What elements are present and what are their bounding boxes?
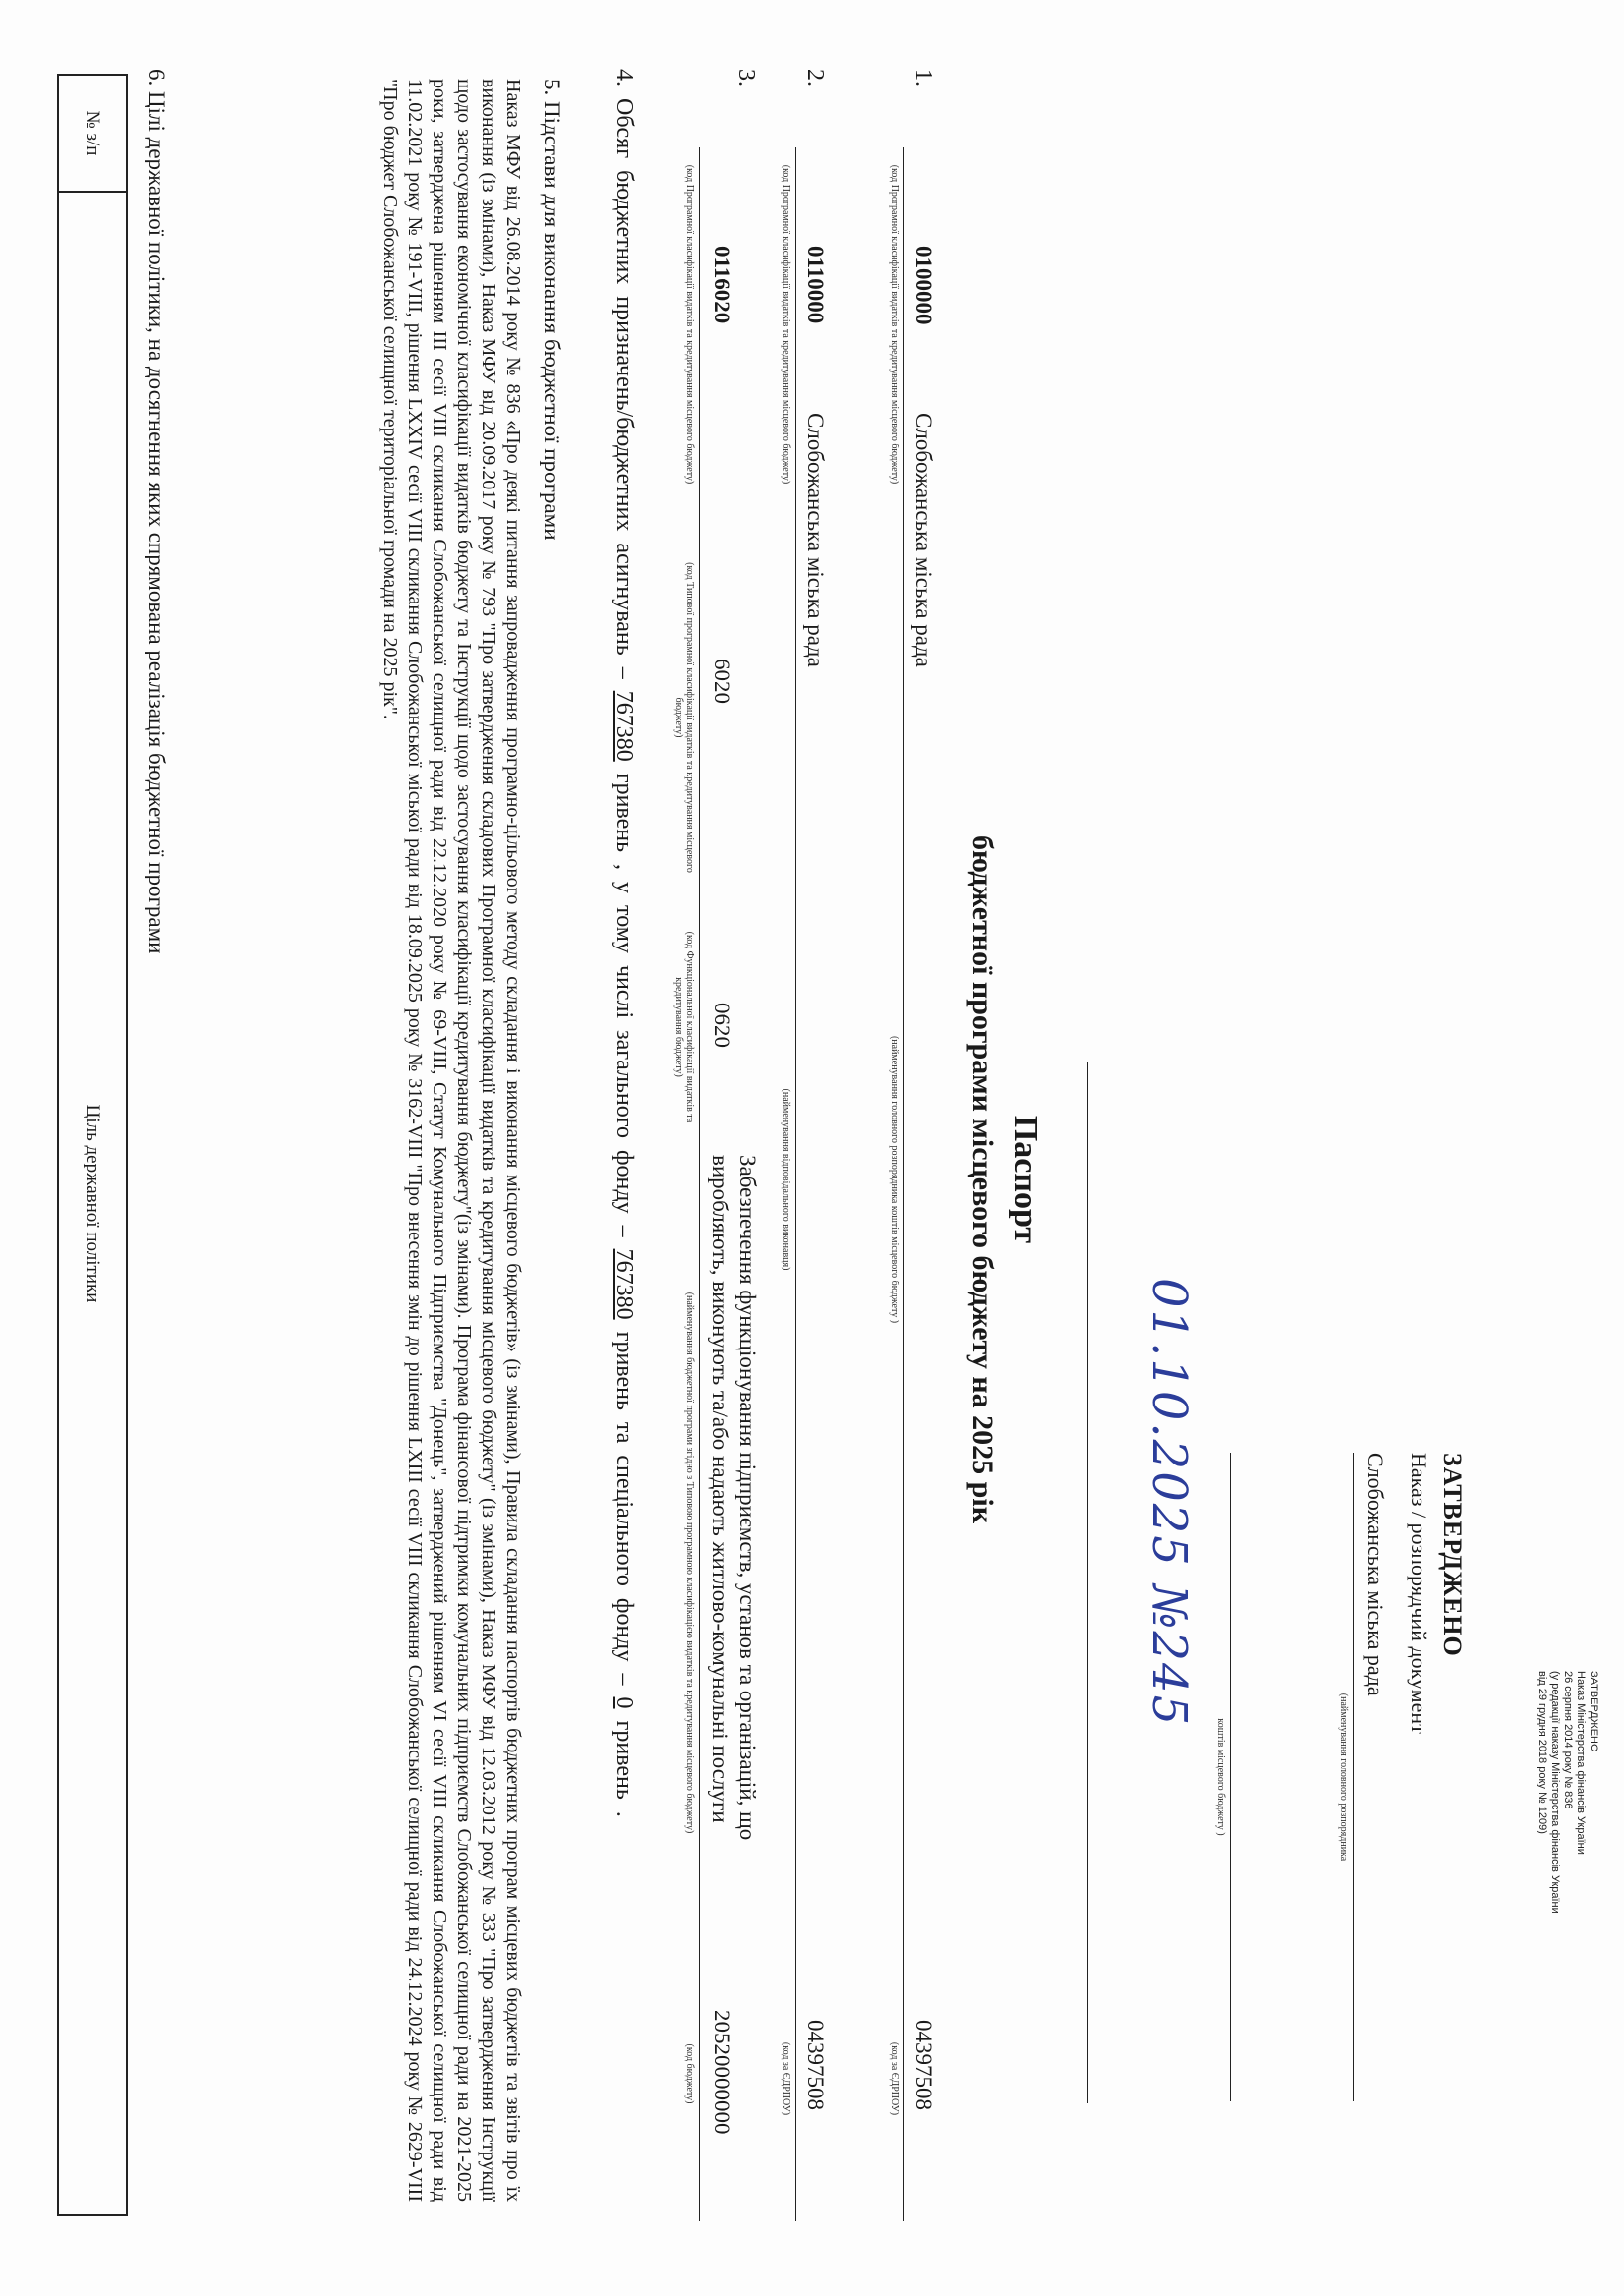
general-fund-amount: 767380	[611, 1248, 637, 1320]
approval-funds-caption: коштів місцевого бюджету )	[1215, 1718, 1226, 1836]
goals-col-number: № з/п	[58, 75, 127, 192]
code-caption: (код Програмної класифікації видатків та кредитування місцевого бюджету)	[781, 164, 791, 485]
program-code: 0100000	[911, 246, 936, 325]
budget-caption: (код бюджету)	[684, 2043, 695, 2104]
handwritten-date-number: 01.10.2025 №245	[1141, 1278, 1196, 1728]
edrpou-code: 04397508	[911, 2020, 936, 2110]
approval-subtitle: Наказ / розпорядчий документ	[1407, 1453, 1431, 1734]
page-subtitle: бюджетної програми місцевого бюджету на 2025 рік	[966, 835, 999, 1523]
section-5-title: 5. Підстави для виконання бюджетної програми	[540, 79, 564, 541]
name-caption: (найменування відповідального виконавця)	[781, 1088, 791, 1271]
approval-funds-underline	[1230, 1453, 1231, 2101]
section-4-budget-volume	[608, 69, 641, 2231]
row-number: 2.	[802, 69, 828, 86]
approval-date-underline	[1087, 1062, 1088, 2103]
row-number: 3.	[733, 69, 759, 86]
budget-code: 20520000000	[710, 2010, 734, 2135]
section-5-text: Наказ МФУ від 26.08.2014 року № 836 «Про деякі питання запровадження програмно-цільового методу складання і виконання місцевого бюджетів» (із змінами), Правила складання паспортів бюджетних програм місцевих бюджетів та звітів про їх виконання (із змінами), Наказ МФУ від 20.09.2017 року № 793 "Про затвердження складових Програмної класифікації видатків та кредитування місцевого бюджету" (із змінами), Наказ МФУ від 12.03.2012 року № 333 "Про затвердження Інструкції щодо застосування економічної класифікації видатків бюджету та Інструкції щодо застосування класифікації кредитування бюджету"(із змінами). Програма фінансової підтримки комунальних підприємств Слобожанської селищної ради на 2021-2025 роки, затверджена рішенням ІІІ сесії VIII скликання Слобожанської селищної ради від 22.12.2020 року № 69-VIII, Статут Комунального Підприємства "Донець", затверджений рішенням VI сесії VIII скликання Слобожанської селищної ради від 11.02.2021 року № 191-VIII, рішення LXXIV сесії VIII скликання Слобожанської міської ради від 18.09.2025 року № 3162-VIII "Про внесення змін до рішення LXIII сесії VIII скликання Слобожанської селищної ради від 24.12.2024 року № 2629-VIII "Про бюджет Слобожанської селищної територіальної громади на 2025 рік".	[379, 79, 524, 2202]
edrpou-code: 04397508	[803, 2020, 828, 2110]
section-4-mid2: гривень та спеціального фонду –	[611, 1331, 637, 1686]
typical-caption: (код Типової програмної класифікації видатків та кредитування місцевого бюджету)	[673, 562, 695, 873]
total-amount: 767380	[611, 690, 637, 762]
functional-caption: (код Функціональної класифікації видатків та кредитування бюджету)	[673, 931, 695, 1123]
functional-code: 0620	[710, 1003, 734, 1048]
manager-name: Слобожанська міська рада	[911, 413, 936, 667]
typical-program-code: 6020	[710, 659, 734, 704]
code-caption: (код Програмної класифікації видатків та кредитування місцевого бюджету)	[889, 164, 899, 485]
name-caption: (найменування головного розпорядника коштів місцевого бюджету )	[889, 1035, 899, 1324]
edrpou-caption: (код за ЄДРПОУ)	[781, 2041, 791, 2116]
section-4-suffix: гривень .	[611, 1720, 637, 1817]
approval-stamp: ЗАТВЕРДЖЕНО Наказ Міністерства фінансів України 26 серпня 2014 року № 836 (у редакції наказу Міністерства фінансів України від 29 грудня 2018 року № 1209)	[1537, 1671, 1599, 1914]
edrpou-caption: (код за ЄДРПОУ)	[889, 2041, 899, 2116]
approval-org-underline	[1353, 1453, 1354, 2101]
program-code: 0116020	[710, 246, 734, 324]
section-4-prefix: 4. Обсяг бюджетних призначень/бюджетних асигнувань –	[611, 69, 637, 679]
program-code: 0110000	[803, 246, 828, 324]
approval-org-name: Слобожанська міська рада	[1363, 1453, 1388, 1696]
program-name-caption: (найменування бюджетної програми згідно з Типовою програмною класифікацією видатків та кредитування місцевого бюджету)	[684, 1292, 695, 1834]
goals-col-goal: Ціль державної політики	[58, 192, 127, 2215]
program-name: Забезпечення функціонування підприємств, установ та організацій, що виробляють, виконують та/або надають житлово-комунальні послуги	[708, 1155, 760, 1841]
code-caption: (код Програмної класифікації видатків та кредитування місцевого бюджету)	[684, 164, 695, 485]
section-4-mid1: гривень , у тому числі загального фонду –	[611, 773, 637, 1237]
row-underline	[795, 147, 796, 2221]
executor-name: Слобожанська міська рада	[803, 413, 828, 667]
row-underline	[699, 147, 700, 2221]
special-fund-amount: 0	[611, 1696, 637, 1709]
approval-org-caption: (найменування головного розпорядника	[1338, 1693, 1349, 1862]
approval-title: ЗАТВЕРДЖЕНО	[1438, 1453, 1467, 1657]
section-6-title: 6. Цілі державної політики, на досягнення яких спрямована реалізація бюджетної програми	[145, 69, 169, 954]
row-underline	[903, 147, 904, 2221]
row-number: 1.	[910, 69, 936, 86]
page-title: Паспорт	[1008, 1115, 1044, 1244]
goals-table	[57, 74, 128, 2216]
